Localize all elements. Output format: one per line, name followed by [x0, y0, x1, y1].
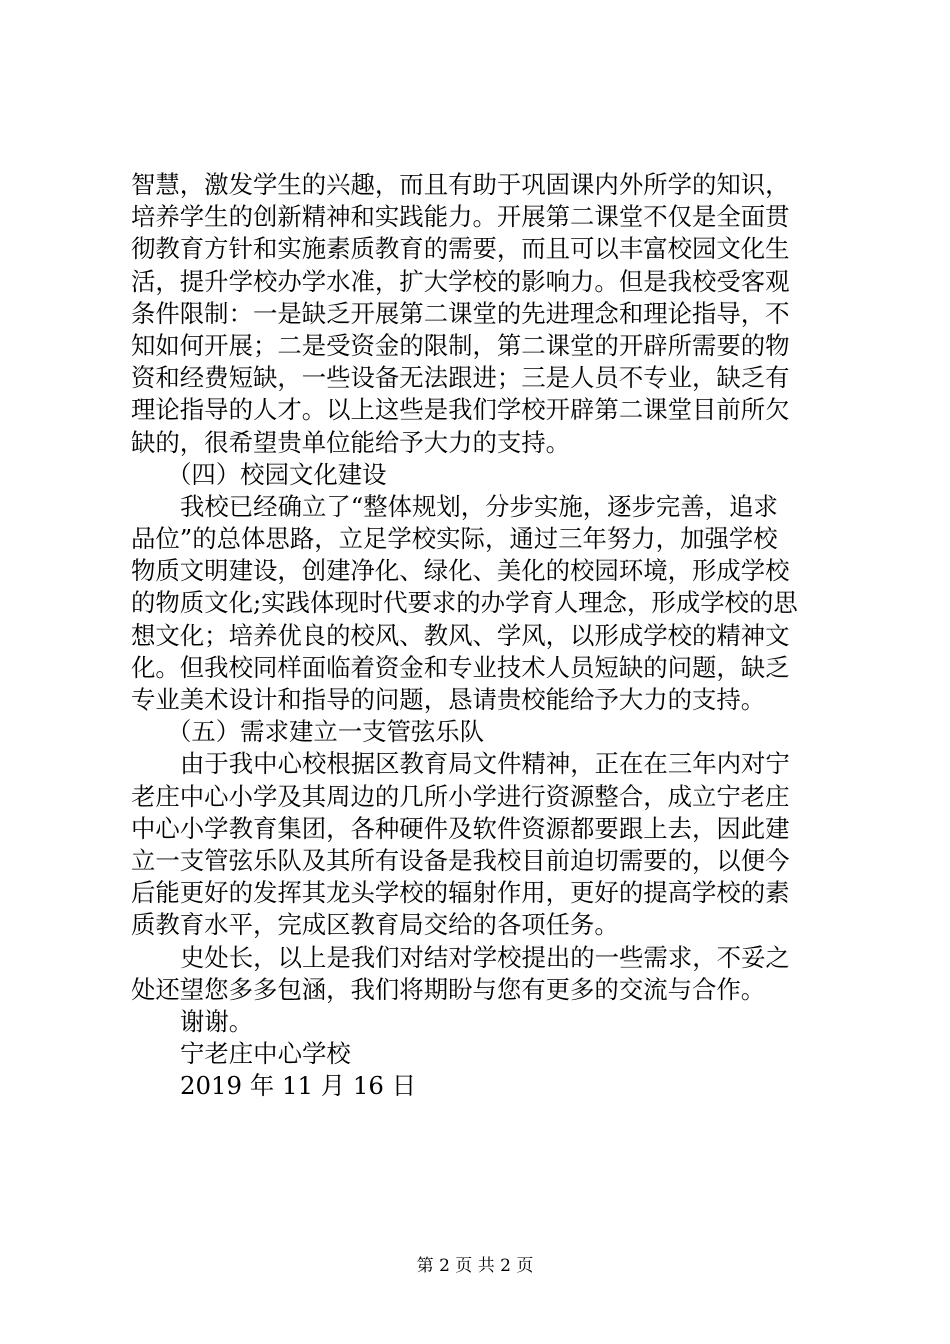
body-line: 物质文明建设，创建净化、绿化、美化的校园环境，形成学校 — [131, 556, 790, 586]
signature-organization: 宁老庄中心学校 — [180, 1039, 351, 1069]
section-heading-5: （五）需求建立一支管弦乐队 — [167, 717, 485, 747]
document-body — [131, 169, 831, 1102]
body-line: 中心小学教育集团，各种硬件及软件资源都要跟上去，因此建 — [131, 813, 790, 843]
paragraph-start: 由于我中心校根据区教育局文件精神，正在在三年内对宁 — [180, 749, 790, 779]
body-line: 质教育水平，完成区教育局交给的各项任务。 — [131, 910, 619, 940]
body-line: 彻教育方针和实施素质教育的需要，而且可以丰富校园文化生 — [131, 234, 790, 264]
body-line: 的物质文化;实践体现时代要求的办学育人理念，形成学校的思 — [131, 588, 798, 618]
body-line: 专业美术设计和指导的问题，恳请贵校能给予大力的支持。 — [131, 685, 766, 714]
body-line: 培养学生的创新精神和实践能力。开展第二课堂不仅是全面贯 — [131, 202, 790, 232]
body-line: 处还望您多多包涵，我们将期盼与您有更多的交流与合作。 — [131, 974, 766, 1004]
body-line: 活，提升学校办学水准，扩大学校的影响力。但是我校受客观 — [131, 266, 790, 296]
closing-thanks: 谢谢。 — [180, 1006, 254, 1036]
body-line: 化。但我校同样面临着资金和专业技术人员短缺的问题，缺乏 — [131, 652, 790, 682]
page-number-footer: 第 2 页 共 2 页 — [416, 1256, 534, 1276]
body-line: 知如何开展；二是受资金的限制，第二课堂的开辟所需要的物 — [131, 330, 790, 360]
paragraph-start: 我校已经确立了“整体规划，分步实施，逐步完善，追求 — [180, 491, 778, 521]
section-heading-4: （四）校园文化建设 — [167, 459, 387, 489]
body-line: 后能更好的发挥其龙头学校的辐射作用，更好的提高学校的素 — [131, 878, 790, 908]
body-line: 条件限制：一是缺乏开展第二课堂的先进理念和理论指导，不 — [131, 298, 790, 328]
body-line: 缺的，很希望贵单位能给予大力的支持。 — [131, 427, 571, 457]
body-line: 立一支管弦乐队及其所有设备是我校目前迫切需要的，以便今 — [131, 845, 790, 875]
body-line: 老庄中心小学及其周边的几所小学进行资源整合，成立宁老庄 — [131, 781, 790, 811]
signature-date: 2019 年 11 月 16 日 — [180, 1071, 417, 1101]
body-line: 理论指导的人才。以上这些是我们学校开辟第二课堂目前所欠 — [131, 395, 790, 425]
body-line: 智慧，激发学生的兴趣，而且有助于巩固课内外所学的知识， — [131, 170, 790, 199]
body-line: 想文化；培养优良的校风、教风、学风，以形成学校的精神文 — [131, 620, 790, 650]
body-line: 品位”的总体思路，立足学校实际，通过三年努力，加强学校 — [131, 524, 778, 554]
body-line: 资和经费短缺，一些设备无法跟进；三是人员不专业，缺乏有 — [131, 363, 790, 393]
paragraph-start: 史处长，以上是我们对结对学校提出的一些需求，不妥之 — [180, 942, 790, 972]
